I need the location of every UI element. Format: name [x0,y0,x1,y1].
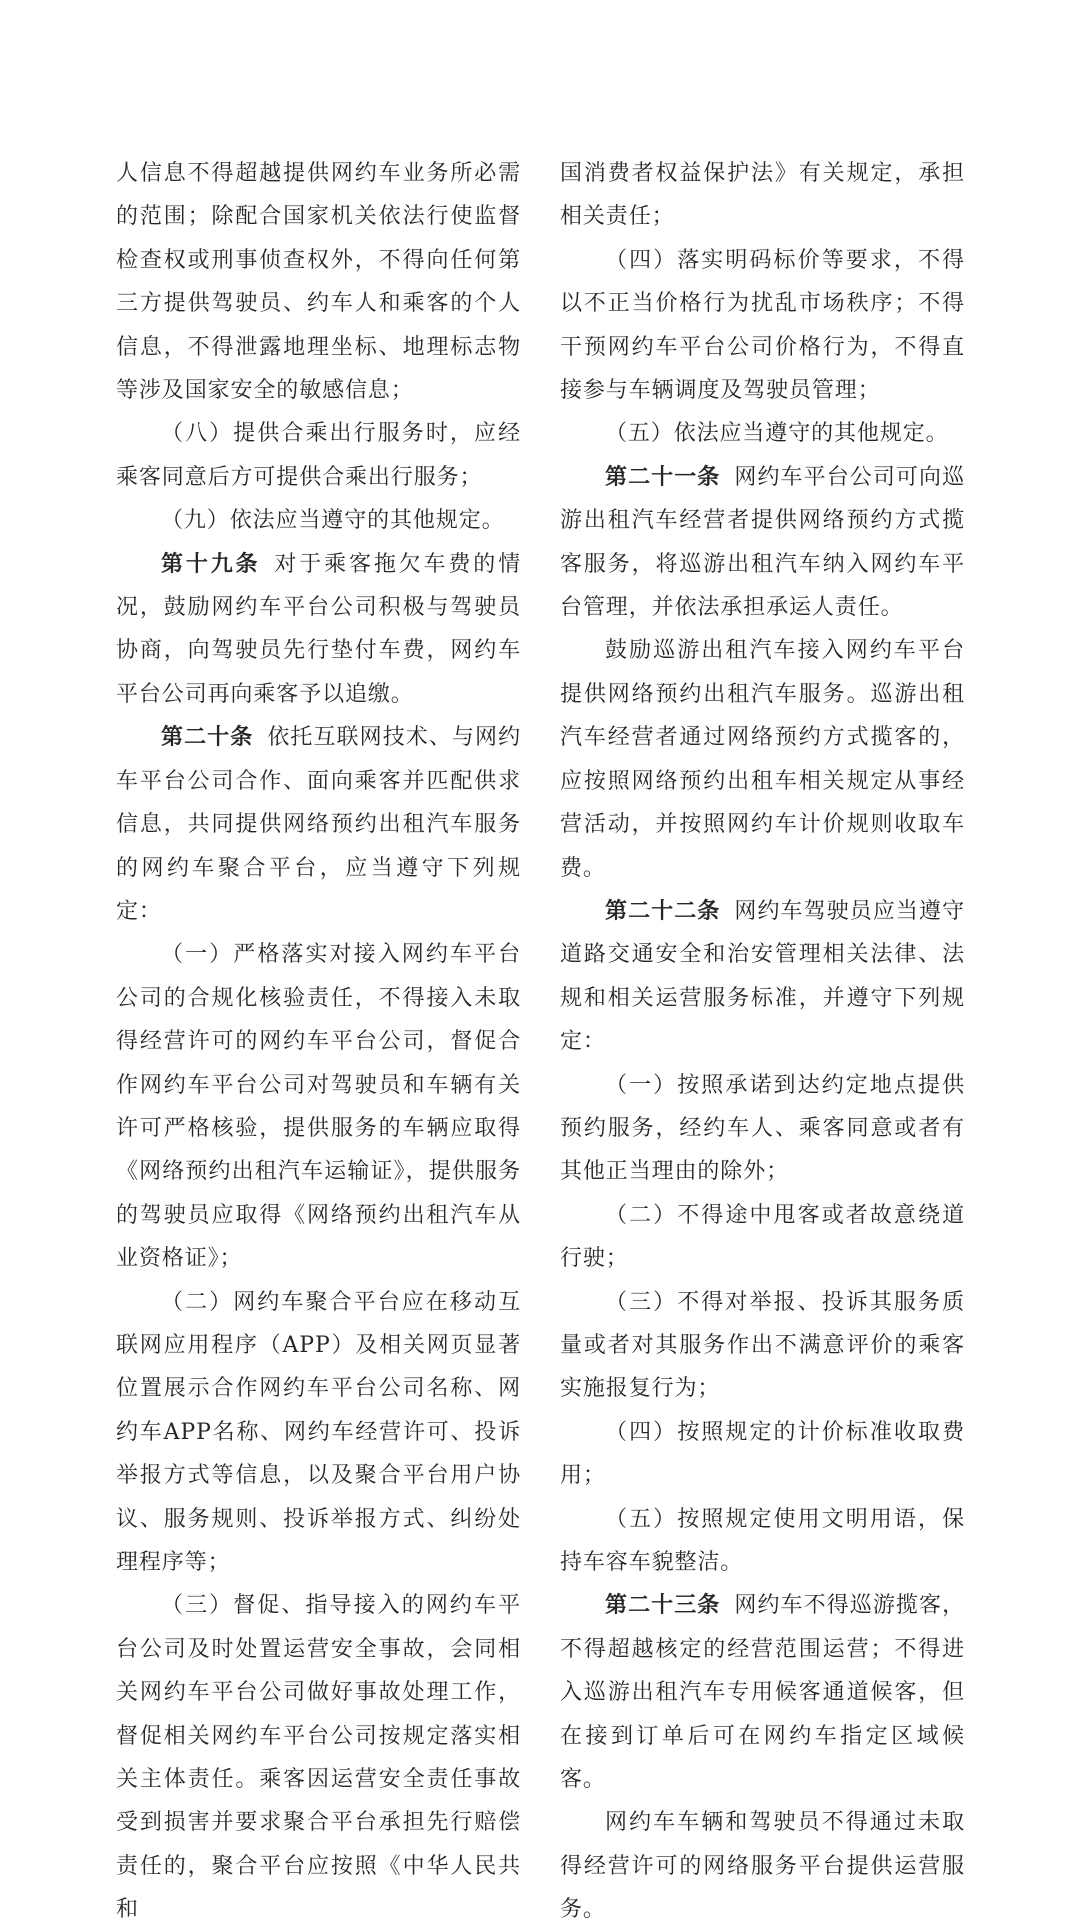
text-paragraph [560,1411,965,1498]
paragraph-text: 网约车车辆和驾驶员不得通过未取得经营许可的网络服务平台提供运营服务。 [560,1810,965,1923]
right-text-column [560,152,965,1932]
left-text-column [116,152,521,1932]
text-paragraph [116,1281,521,1585]
article-title: 第二十一条 [605,463,721,490]
paragraph-text: 鼓励巡游出租汽车接入网约车平台提供网络预约出租汽车服务。巡游出租汽车经营者通过网络预约方式揽客的，应按照网络预约出租车相关规定从事经营活动，并按照网约车计价规则收取车费。 [560,638,965,881]
text-paragraph [116,933,521,1280]
text-paragraph [560,239,965,413]
text-paragraph [560,152,965,239]
paragraph-text: 国消费者权益保护法》有关规定，承担相关责任； [560,161,965,230]
paragraph-text: （三）督促、指导接入的网约车平台公司及时处置运营安全事故，会同相关网约车平台公司做好事故处理工作，督促相关网约车平台公司按规定落实相关主体责任。乘客因运营安全责任事故受到损害并要求聚合平台承担先行赔偿责任的，聚合平台应按照《中华人民共和 [116,1593,521,1923]
text-paragraph [116,499,521,542]
text-paragraph [560,1194,965,1281]
text-paragraph [560,629,965,889]
article-title: 第十九条 [161,550,261,577]
paragraph-text: 网约车不得巡游揽客，不得超越核定的经营范围运营；不得进入巡游出租汽车专用候客通道候客，但在接到订单后可在网约车指定区域候客。 [560,1593,965,1793]
paragraph-text: 网约车平台公司可向巡游出租汽车经营者提供网络预约方式揽客服务，将巡游出租汽车纳入网约车平台管理，并依法承担承运人责任。 [560,464,965,621]
article-title: 第二十条 [161,724,254,751]
article-paragraph [560,456,965,630]
paragraph-text: 对于乘客拖欠车费的情况，鼓励网约车平台公司积极与驾驶员协商，向驾驶员先行垫付车费，网约车平台公司再向乘客予以追缴。 [116,551,521,707]
paragraph-text: （四）落实明码标价等要求，不得以不正当价格行为扰乱市场秩序；不得干预网约车平台公司价格行为，不得直接参与车辆调度及驾驶员管理； [560,247,965,404]
text-paragraph [560,1064,965,1194]
text-paragraph [116,152,521,412]
paragraph-text: （二）不得途中甩客或者故意绕道行驶； [560,1202,965,1272]
text-paragraph [560,1498,965,1585]
article-title: 第二十三条 [605,1592,721,1619]
article-title: 第二十二条 [605,897,721,924]
paragraph-text: （一）严格落实对接入网约车平台公司的合规化核验责任，不得接入未取得经营许可的网约车平台公司，督促合作网约车平台公司对驾驶员和车辆有关许可严格核验，提供服务的车辆应取得《网络预约出租汽车运输证》，提供服务的驾驶员应取得《网络预约出租汽车从业资格证》； [116,942,521,1272]
paragraph-text: （八）提供合乘出行服务时，应经乘客同意后方可提供合乘出行服务； [116,421,521,490]
paragraph-text: （一）按照承诺到达约定地点提供预约服务，经约车人、乘客同意或者有其他正当理由的除外； [560,1072,965,1185]
paragraph-text: （四）按照规定的计价标准收取费用； [560,1419,965,1489]
article-paragraph [116,716,521,933]
text-paragraph [116,412,521,499]
paragraph-text: 人信息不得超越提供网约车业务所必需的范围；除配合国家机关依法行使监督检查权或刑事侦查权外，不得向任何第三方提供驾驶员、约车人和乘客的个人信息，不得泄露地理坐标、地理标志物等涉及国家安全的敏感信息； [116,161,521,404]
text-paragraph [560,1281,965,1411]
text-paragraph [560,412,965,455]
paragraph-text: （五）依法应当遵守的其他规定。 [605,421,949,447]
text-paragraph [560,1801,965,1931]
paragraph-text: （二）网约车聚合平台应在移动互联网应用程序（APP）及相关网页显著位置展示合作网约车平台公司名称、网约车APP名称、网约车经营许可、投诉举报方式等信息，以及聚合平台用户协议、服务规则、投诉举报方式、纠纷处理程序等； [116,1289,521,1575]
article-paragraph [560,1584,965,1801]
article-paragraph [116,543,521,717]
paragraph-text: （五）按照规定使用文明用语，保持车容车貌整洁。 [560,1506,965,1575]
article-paragraph [560,890,965,1064]
text-paragraph [116,1584,521,1931]
paragraph-text: （九）依法应当遵守的其他规定。 [161,508,505,534]
paragraph-text: 依托互联网技术、与网约车平台公司合作、面向乘客并匹配供求信息，共同提供网络预约出租汽车服务的网约车聚合平台，应当遵守下列规定： [116,725,521,924]
paragraph-text: （三）不得对举报、投诉其服务质量或者对其服务作出不满意评价的乘客实施报复行为； [560,1289,965,1402]
paragraph-text: 网约车驾驶员应当遵守道路交通安全和治安管理相关法律、法规和相关运营服务标准，并遵守下列规定： [560,898,965,1055]
